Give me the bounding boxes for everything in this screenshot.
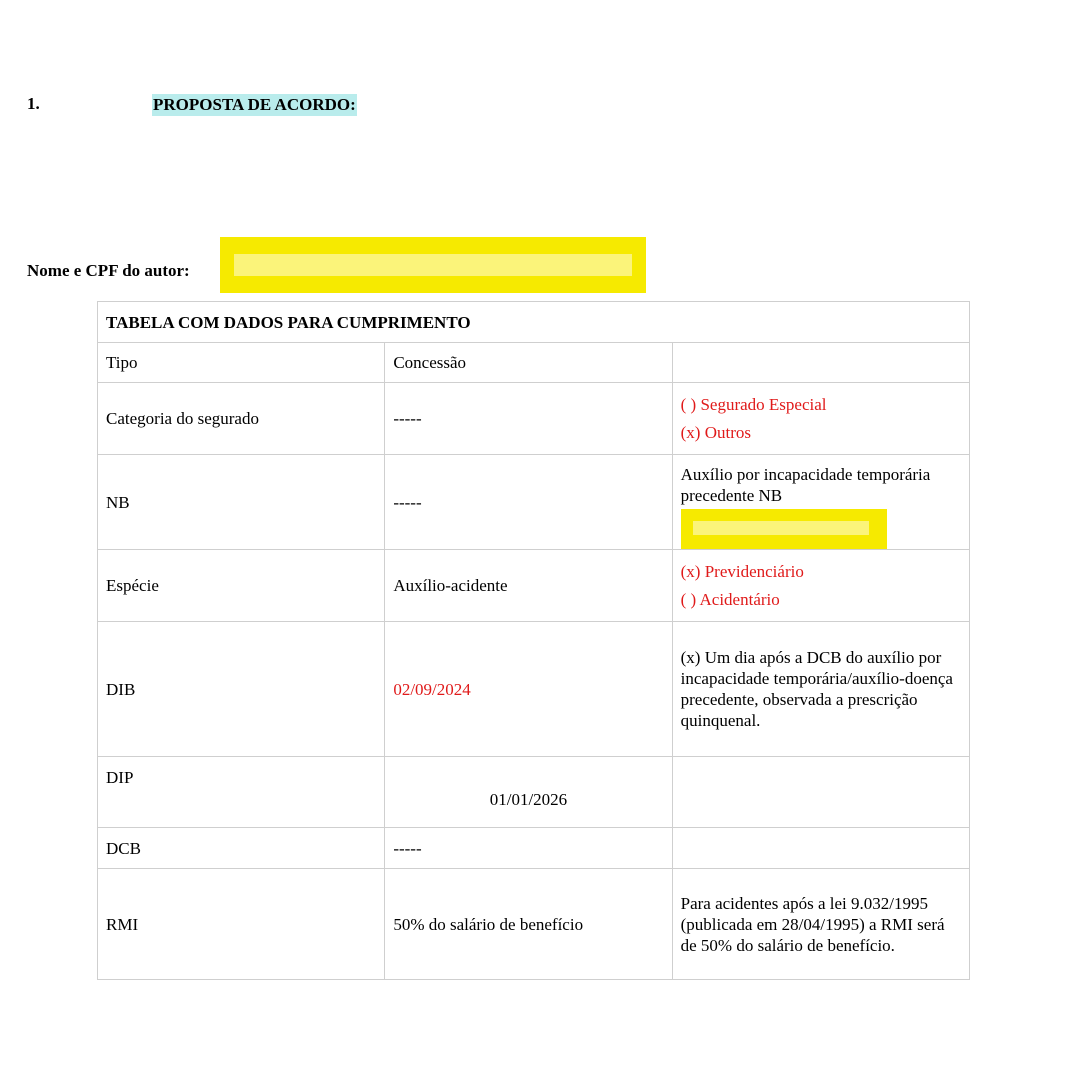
row-value: Auxílio-acidente	[385, 550, 672, 622]
table-row-especie	[98, 550, 970, 622]
row-label: Tipo	[98, 343, 385, 383]
row-value: -----	[385, 455, 672, 550]
row-label: RMI	[98, 869, 385, 980]
table-row-tipo	[98, 343, 970, 383]
row-label: NB	[98, 455, 385, 550]
option-outros: (x) Outros	[680, 422, 751, 442]
table-row-categoria	[98, 383, 970, 455]
row-value: 50% do salário de benefício	[385, 869, 672, 980]
table-row-dcb	[98, 828, 970, 869]
row-note	[672, 828, 969, 869]
option-segurado-especial: ( ) Segurado Especial	[680, 394, 827, 414]
row-label: Categoria do segurado	[98, 383, 385, 455]
row-label: DIB	[98, 622, 385, 757]
data-table	[97, 301, 970, 980]
table-row-rmi	[98, 869, 970, 980]
nb-note-text: Auxílio por incapacidade temporária precedente NB	[680, 465, 931, 505]
row-value: -----	[385, 828, 672, 869]
section-title: PROPOSTA DE ACORDO:	[153, 95, 356, 114]
nb-redaction	[681, 509, 887, 549]
table-header-row	[98, 302, 970, 343]
row-value: Concessão	[385, 343, 672, 383]
row-note: (x) Um dia após a DCB do auxílio por incapacidade temporária/auxílio-doença precedente, observada a prescrição quinquenal.	[672, 622, 969, 757]
section-number: 1.	[27, 94, 40, 113]
row-options	[672, 383, 969, 455]
author-label: Nome e CPF do autor:	[27, 261, 190, 280]
table-row-dip	[98, 757, 970, 828]
row-label: DCB	[98, 828, 385, 869]
table-row-nb	[98, 455, 970, 550]
option-previdenciario: (x) Previdenciário	[680, 561, 804, 581]
row-note	[672, 343, 969, 383]
author-redaction-inner	[234, 254, 632, 276]
row-note: Para acidentes após a lei 9.032/1995 (publicada em 28/04/1995) a RMI será de 50% do salário de benefício.	[672, 869, 969, 980]
option-acidentario: ( ) Acidentário	[680, 589, 780, 609]
row-value: 01/01/2026	[385, 757, 672, 828]
row-note	[672, 757, 969, 828]
nb-redaction-inner	[693, 521, 869, 535]
row-note	[672, 455, 969, 550]
row-options	[672, 550, 969, 622]
row-value: -----	[385, 383, 672, 455]
row-value: 02/09/2024	[385, 622, 672, 757]
row-label: Espécie	[98, 550, 385, 622]
row-label: DIP	[98, 757, 385, 828]
table-row-dib	[98, 622, 970, 757]
table-header: TABELA COM DADOS PARA CUMPRIMENTO	[98, 302, 970, 343]
